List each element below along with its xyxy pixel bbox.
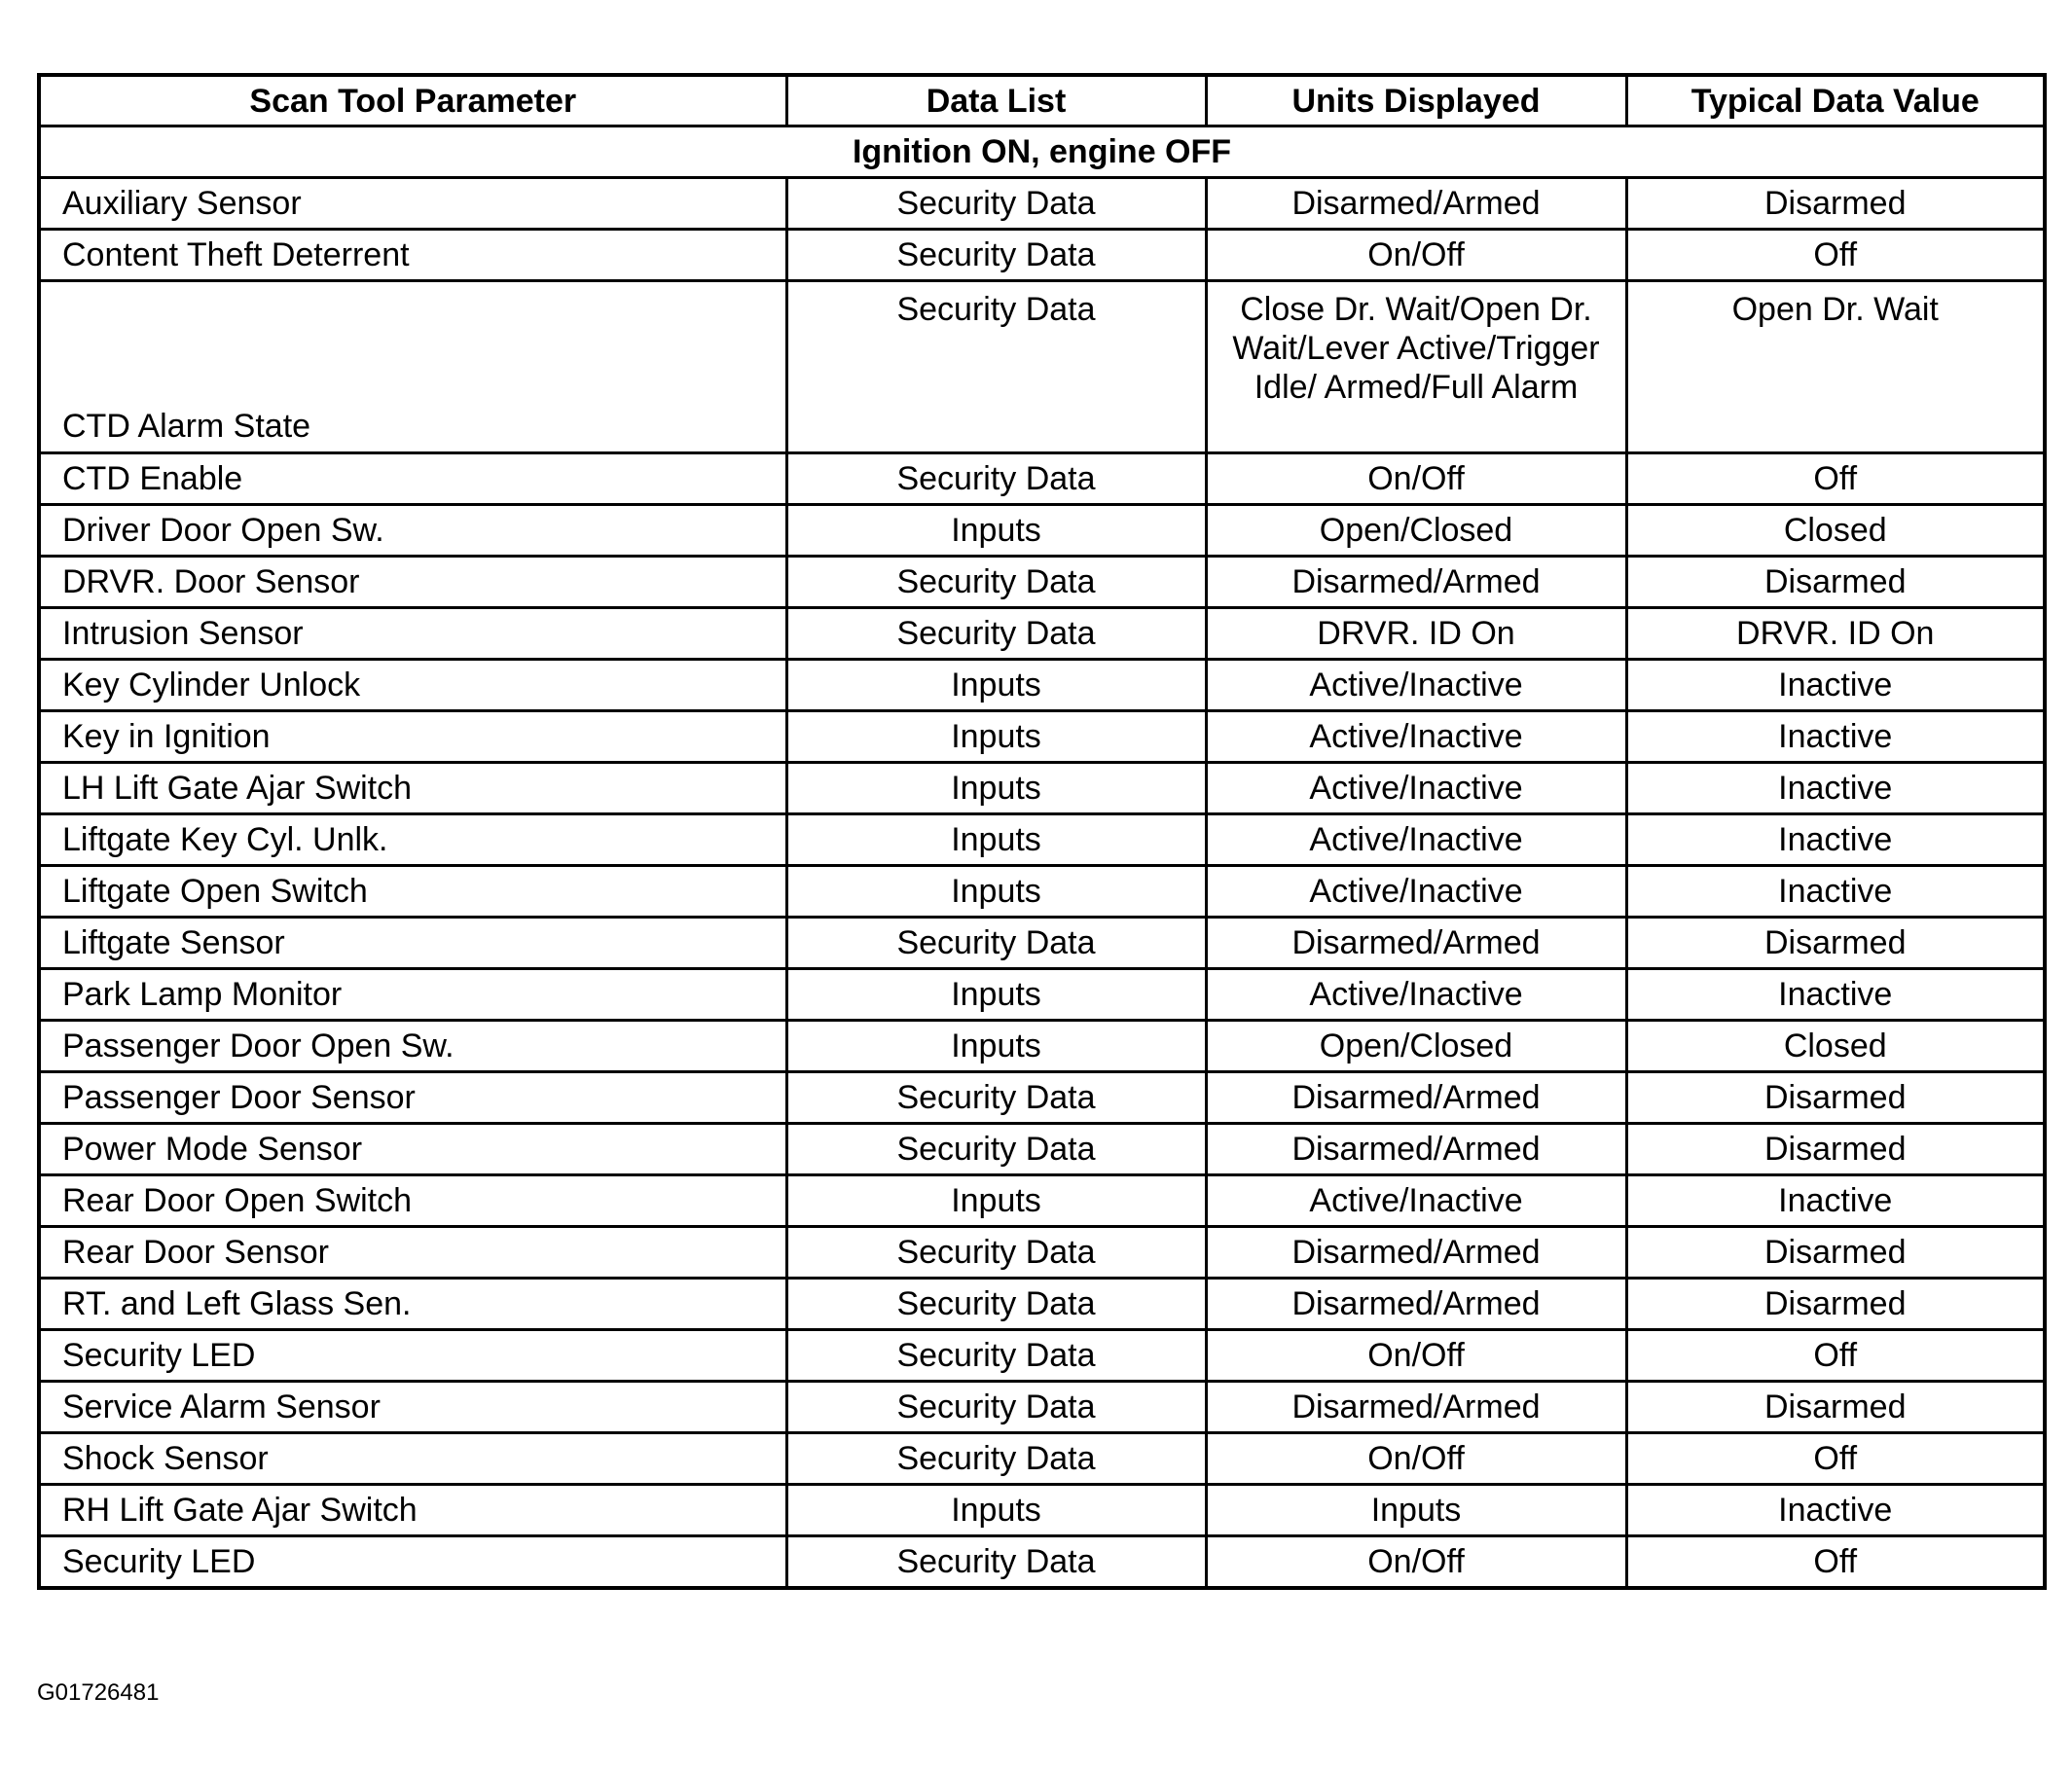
units-cell: Disarmed/Armed [1206, 557, 1626, 608]
units-cell: Inputs [1206, 1485, 1626, 1536]
typical-value-cell: Inactive [1626, 660, 2045, 711]
scan-tool-table-container [37, 73, 2043, 1590]
typical-value-cell: Disarmed [1626, 1279, 2045, 1330]
data-list-cell: Inputs [786, 1485, 1206, 1536]
param-cell: CTD Alarm State [39, 281, 786, 453]
param-cell: Driver Door Open Sw. [39, 505, 786, 557]
table-row [39, 1485, 2045, 1536]
param-cell: Liftgate Sensor [39, 918, 786, 969]
units-cell: Disarmed/Armed [1206, 1124, 1626, 1175]
typical-value-cell: Open Dr. Wait [1626, 281, 2045, 453]
typical-value-cell: Disarmed [1626, 1382, 2045, 1433]
typical-value-cell: Inactive [1626, 1485, 2045, 1536]
data-list-cell: Security Data [786, 918, 1206, 969]
column-header-units-displayed: Units Displayed [1206, 75, 1626, 126]
table-row [39, 1072, 2045, 1124]
units-cell: Disarmed/Armed [1206, 178, 1626, 230]
param-cell: RT. and Left Glass Sen. [39, 1279, 786, 1330]
units-cell: Disarmed/Armed [1206, 1382, 1626, 1433]
table-body [39, 126, 2045, 1589]
units-cell: Active/Inactive [1206, 660, 1626, 711]
units-cell: Disarmed/Armed [1206, 1279, 1626, 1330]
param-cell: Shock Sensor [39, 1433, 786, 1485]
typical-value-cell: Disarmed [1626, 1227, 2045, 1279]
typical-value-cell: Inactive [1626, 763, 2045, 814]
units-cell: Open/Closed [1206, 1021, 1626, 1072]
param-cell: Rear Door Sensor [39, 1227, 786, 1279]
figure-id: G01726481 [37, 1679, 160, 1706]
table-row [39, 660, 2045, 711]
data-list-cell: Inputs [786, 969, 1206, 1021]
data-list-cell: Security Data [786, 1279, 1206, 1330]
data-list-cell: Security Data [786, 1433, 1206, 1485]
data-list-cell: Security Data [786, 608, 1206, 660]
units-cell: Active/Inactive [1206, 969, 1626, 1021]
table-row [39, 608, 2045, 660]
table-row [39, 1330, 2045, 1382]
column-header-scan-tool-parameter: Scan Tool Parameter [39, 75, 786, 126]
table-row [39, 1227, 2045, 1279]
units-cell: DRVR. ID On [1206, 608, 1626, 660]
table-row [39, 557, 2045, 608]
units-cell: Active/Inactive [1206, 1175, 1626, 1227]
units-cell: Open/Closed [1206, 505, 1626, 557]
param-cell: Passenger Door Open Sw. [39, 1021, 786, 1072]
data-list-cell: Inputs [786, 711, 1206, 763]
typical-value-cell: Off [1626, 453, 2045, 505]
table-row [39, 711, 2045, 763]
data-list-cell: Security Data [786, 1382, 1206, 1433]
param-cell: Liftgate Key Cyl. Unlk. [39, 814, 786, 866]
param-cell: Park Lamp Monitor [39, 969, 786, 1021]
data-list-cell: Inputs [786, 763, 1206, 814]
column-header-typical-data-value: Typical Data Value [1626, 75, 2045, 126]
table-row [39, 453, 2045, 505]
units-cell: Close Dr. Wait/Open Dr. Wait/Lever Active/Trigger Idle/ Armed/Full Alarm [1206, 281, 1626, 453]
data-list-cell: Inputs [786, 1175, 1206, 1227]
data-list-cell: Security Data [786, 230, 1206, 281]
table-row [39, 281, 2045, 453]
typical-value-cell: Closed [1626, 1021, 2045, 1072]
param-cell: Service Alarm Sensor [39, 1382, 786, 1433]
data-list-cell: Inputs [786, 866, 1206, 918]
section-row [39, 126, 2045, 178]
table-row [39, 505, 2045, 557]
typical-value-cell: Disarmed [1626, 557, 2045, 608]
param-cell: Power Mode Sensor [39, 1124, 786, 1175]
typical-value-cell: Off [1626, 1433, 2045, 1485]
table-row [39, 814, 2045, 866]
data-list-cell: Inputs [786, 814, 1206, 866]
table-row [39, 178, 2045, 230]
table-row [39, 230, 2045, 281]
param-cell: Security LED [39, 1536, 786, 1589]
param-cell: CTD Enable [39, 453, 786, 505]
data-list-cell: Security Data [786, 453, 1206, 505]
scan-tool-data-table [37, 73, 2047, 1590]
table-row [39, 1021, 2045, 1072]
units-cell: On/Off [1206, 1536, 1626, 1589]
typical-value-cell: Disarmed [1626, 1124, 2045, 1175]
typical-value-cell: Inactive [1626, 969, 2045, 1021]
units-cell: Disarmed/Armed [1206, 918, 1626, 969]
typical-value-cell: Disarmed [1626, 1072, 2045, 1124]
typical-value-cell: Inactive [1626, 866, 2045, 918]
data-list-cell: Inputs [786, 660, 1206, 711]
param-cell: Rear Door Open Switch [39, 1175, 786, 1227]
data-list-cell: Security Data [786, 281, 1206, 453]
param-cell: LH Lift Gate Ajar Switch [39, 763, 786, 814]
data-list-cell: Security Data [786, 1536, 1206, 1589]
param-cell: Key Cylinder Unlock [39, 660, 786, 711]
param-cell: Intrusion Sensor [39, 608, 786, 660]
section-label: Ignition ON, engine OFF [39, 126, 2045, 178]
table-row [39, 1175, 2045, 1227]
typical-value-cell: Off [1626, 230, 2045, 281]
table-row [39, 1382, 2045, 1433]
typical-value-cell: Inactive [1626, 814, 2045, 866]
typical-value-cell: Disarmed [1626, 918, 2045, 969]
data-list-cell: Security Data [786, 178, 1206, 230]
param-cell: Key in Ignition [39, 711, 786, 763]
typical-value-cell: Off [1626, 1536, 2045, 1589]
table-row [39, 1279, 2045, 1330]
units-cell: Active/Inactive [1206, 763, 1626, 814]
data-list-cell: Security Data [786, 1072, 1206, 1124]
data-list-cell: Security Data [786, 557, 1206, 608]
column-header-data-list: Data List [786, 75, 1206, 126]
units-cell: Active/Inactive [1206, 711, 1626, 763]
units-cell: Active/Inactive [1206, 814, 1626, 866]
param-cell: Security LED [39, 1330, 786, 1382]
param-cell: RH Lift Gate Ajar Switch [39, 1485, 786, 1536]
param-cell: DRVR. Door Sensor [39, 557, 786, 608]
param-cell: Auxiliary Sensor [39, 178, 786, 230]
typical-value-cell: Inactive [1626, 1175, 2045, 1227]
typical-value-cell: Off [1626, 1330, 2045, 1382]
data-list-cell: Inputs [786, 505, 1206, 557]
units-cell: On/Off [1206, 1330, 1626, 1382]
data-list-cell: Security Data [786, 1227, 1206, 1279]
typical-value-cell: Disarmed [1626, 178, 2045, 230]
units-cell: Disarmed/Armed [1206, 1072, 1626, 1124]
data-list-cell: Security Data [786, 1330, 1206, 1382]
table-row [39, 969, 2045, 1021]
typical-value-cell: Closed [1626, 505, 2045, 557]
data-list-cell: Security Data [786, 1124, 1206, 1175]
header-row [39, 75, 2045, 126]
units-cell: On/Off [1206, 1433, 1626, 1485]
table-row [39, 763, 2045, 814]
units-cell: On/Off [1206, 230, 1626, 281]
table-row [39, 1124, 2045, 1175]
param-cell: Content Theft Deterrent [39, 230, 786, 281]
table-row [39, 1433, 2045, 1485]
units-cell: On/Off [1206, 453, 1626, 505]
units-cell: Disarmed/Armed [1206, 1227, 1626, 1279]
table-row [39, 1536, 2045, 1589]
typical-value-cell: Inactive [1626, 711, 2045, 763]
typical-value-cell: DRVR. ID On [1626, 608, 2045, 660]
param-cell: Passenger Door Sensor [39, 1072, 786, 1124]
data-list-cell: Inputs [786, 1021, 1206, 1072]
units-cell: Active/Inactive [1206, 866, 1626, 918]
table-row [39, 918, 2045, 969]
param-cell: Liftgate Open Switch [39, 866, 786, 918]
table-row [39, 866, 2045, 918]
